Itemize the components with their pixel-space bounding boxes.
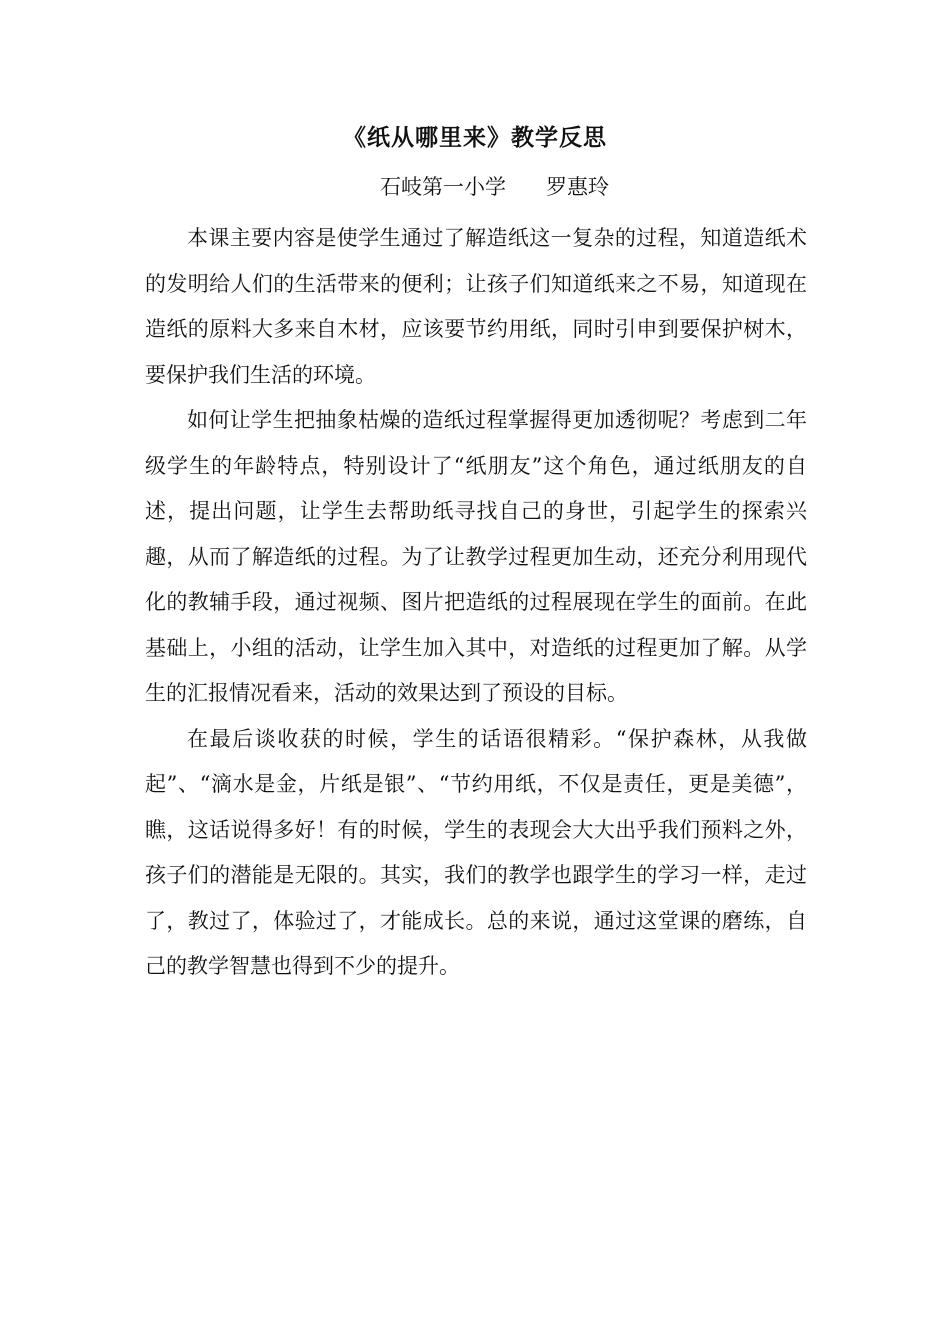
document-body [145,216,807,990]
paragraph-3: 在最后谈收获的时候，学生的话语很精彩。“保护森林，从我做起”、“滴水是金，片纸是银”、“节约用纸，不仅是责任，更是美德”，瞧，这话说得多好！有的时候，学生的表现会大大出乎我们预料之外，孩子们的潜能是无限的。其实，我们的教学也跟学生的学习一样，走过了，教过了，体验过了，才能成长。总的来说，通过这堂课的磨练，自己的教学智慧也得到不少的提升。 [145,726,807,978]
author-byline: 石岐第一小学 罗惠玲 [380,175,610,199]
document-title: 《纸从哪里来》教学反思 [343,124,607,151]
paragraph-1: 本课主要内容是使学生通过了解造纸这一复杂的过程，知道造纸术的发明给人们的生活带来的便利；让孩子们知道纸来之不易，知道现在造纸的原料大多来自木材，应该要节约用纸，同时引申到要保护树木，要保护我们生活的环境。 [145,226,807,387]
paragraph-2: 如何让学生把抽象枯燥的造纸过程掌握得更加透彻呢？考虑到二年级学生的年龄特点，特别设计了“纸朋友”这个角色，通过纸朋友的自述，提出问题，让学生去帮助纸寻找自己的身世，引起学生的探索兴趣，从而了解造纸的过程。为了让教学过程更加生动，还充分利用现代化的教辅手段，通过视频、图片把造纸的过程展现在学生的面前。在此基础上，小组的活动，让学生加入其中，对造纸的过程更加了解。从学生的汇报情况看来，活动的效果达到了预设的目标。 [145,408,807,705]
